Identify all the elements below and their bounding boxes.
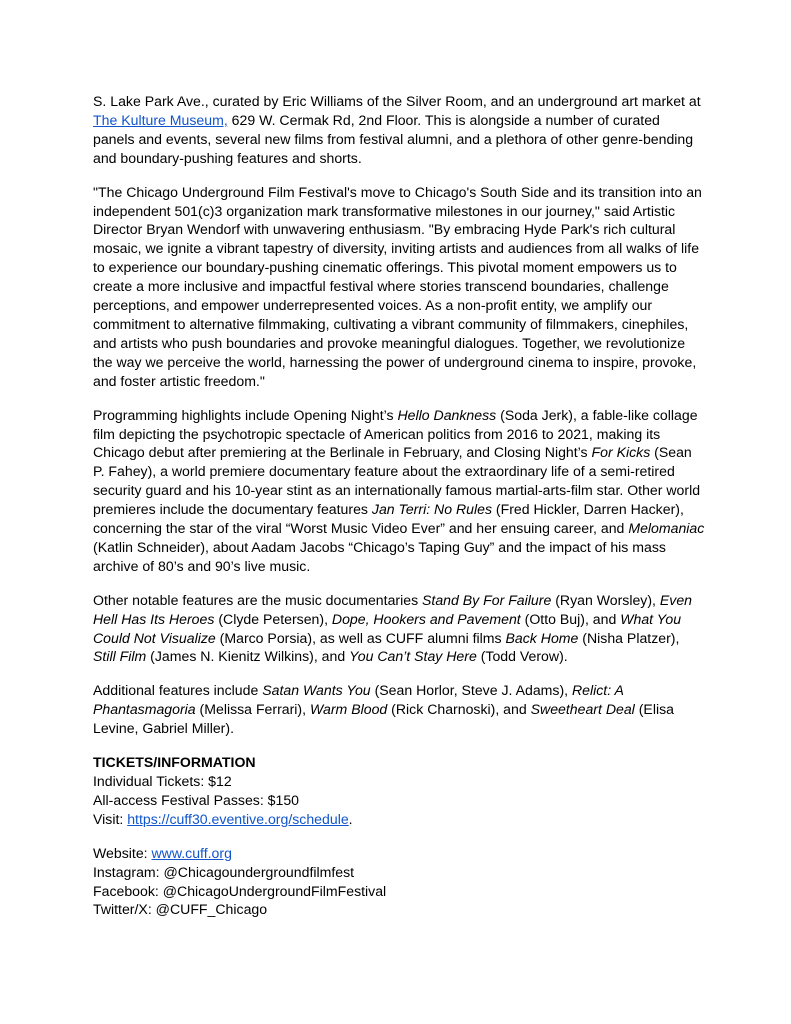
paragraph-quote: "The Chicago Underground Film Festival's move to Chicago's South Side and its transition into an independent 501(c)3 organization mark transformative milestones in our journey," said Artistic Director Bryan Wendorf with unwavering enthusiasm. "By embracing Hyde Park's rich cultural mosaic, we ignite a vibrant tapestry of diversity, inviting artists and audiences from all walks of life to experience our boundary-pushing cinematic offerings. This pivotal moment empowers us to create a more inclusive and impactful festival where stories transcend boundaries, challenge perceptions, and empower underrepresented voices. As a non-profit entity, we amplify our commitment to alternative filmmaking, cultivating a vibrant community of filmmakers, cinephiles, and artists who push boundaries and provoke meaningful dialogues. Together, we revolutionize the way we perceive the world, harnessing the power of underground cinema to inspire, provoke, and foster artistic freedom." — [93, 183, 702, 389]
film-title: Melomaniac — [628, 520, 705, 537]
tickets-section — [93, 753, 705, 829]
film-title: Even Hell Has Its Heroes — [93, 591, 692, 627]
tickets-heading: TICKETS/INFORMATION — [93, 754, 256, 771]
individual-tickets: Individual Tickets: $12 — [93, 773, 232, 789]
film-title: Stand By For Failure — [422, 591, 552, 608]
instagram-handle: Instagram: @Chicagoundergroundfilmfest — [93, 863, 355, 880]
film-title: Jan Terri: No Rules — [371, 501, 492, 518]
website-line: Website: www.cuff.org — [93, 844, 232, 861]
visit-line: Visit: https://cuff30.eventive.org/schedule. — [93, 810, 353, 827]
film-title: Satan Wants You — [262, 682, 371, 699]
document-page — [93, 92, 705, 934]
kulture-museum-link[interactable]: The Kulture Museum, — [93, 111, 228, 128]
film-title: You Can’t Stay Here — [349, 648, 477, 665]
film-title: Warm Blood — [309, 701, 388, 718]
paragraph-highlights: Programming highlights include Opening Night’s Hello Dankness (Soda Jerk), a fable-like collage film depicting the psychotropic spectacle of American politics from 2016 to 2021, making its Chicago debut after premiering at the Berlinale in February, and Closing Night’s For Kicks (Sean P. Fahey), a world premiere documentary feature about the extraordinary life of a semi-retired security guard and his 10-year stint as an internationally famous martial-arts-film star. Other world premieres include the documentary features Jan Terri: No Rules (Fred Hickler, Darren Hacker), concerning the star of the viral “Worst Music Video Ever” and her ensuing career, and Melomaniac (Katlin Schneider), about Aadam Jacobs “Chicago’s Taping Guy” and the impact of his mass archive of 80’s and 90’s live music. — [93, 406, 705, 574]
paragraph-notable-features: Other notable features are the music documentaries Stand By For Failure (Ryan Worsley), Even Hell Has Its Heroes (Clyde Petersen), Dope, Hookers and Pavement (Otto Buj), and What You Could Not Visualize (Marco Porsia), as well as CUFF alumni films Back Home (Nisha Platzer), Still Film (James N. Kienitz Wilkins), and You Can’t Stay Here (Todd Verow). — [93, 591, 692, 665]
contact-section — [93, 844, 705, 920]
paragraph-market: S. Lake Park Ave., curated by Eric Williams of the Silver Room, and an underground art market at The Kulture Museum, 629 W. Cermak Rd, 2nd Floor. This is alongside a number of curated panels and events, several new films from festival alumni, and a plethora of other genre-bending and boundary-pushing features and shorts. — [93, 93, 701, 166]
film-title: Dope, Hookers and Pavement — [331, 610, 521, 627]
film-title: Hello Dankness — [397, 406, 497, 423]
film-title: What You Could Not Visualize — [93, 610, 682, 646]
website-link[interactable]: www.cuff.org — [151, 844, 232, 861]
film-title: For Kicks — [591, 444, 651, 461]
film-title: Still Film — [93, 648, 147, 665]
film-title: Relict: A Phantasmagoria — [93, 682, 624, 718]
film-title: Back Home — [505, 629, 579, 646]
schedule-link[interactable]: https://cuff30.eventive.org/schedule — [127, 810, 349, 827]
twitter-handle: Twitter/X: @CUFF_Chicago — [93, 901, 268, 918]
film-title: Sweetheart Deal — [530, 701, 635, 718]
paragraph-additional-features: Additional features include Satan Wants You (Sean Horlor, Steve J. Adams), Relict: A Phantasmagoria (Melissa Ferrari), Warm Blood (Rick Charnoski), and Sweetheart Deal (Elisa Levine, Gabriel Miller). — [93, 682, 674, 737]
festival-passes: All-access Festival Passes: $150 — [93, 791, 300, 808]
facebook-handle: Facebook: @ChicagoUndergroundFilmFestival — [93, 882, 387, 899]
